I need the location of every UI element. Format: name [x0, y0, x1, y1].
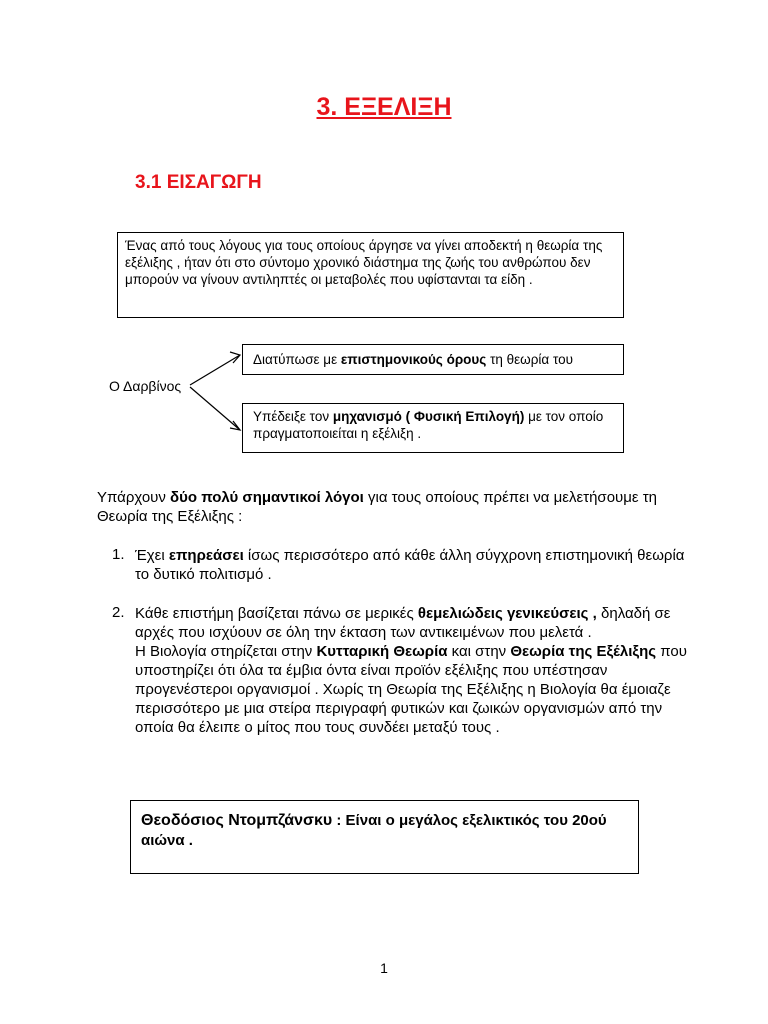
- list-item-number: 2.: [112, 604, 125, 621]
- darwin-label: Ο Δαρβίνος: [109, 378, 182, 394]
- item1-text-c: ίσως περισσότερο από κάθε άλλη σύγχρονη επιστημονική θεωρία το δυτικό πολιτισμό .: [135, 547, 685, 583]
- darwin-box-formulated: [242, 344, 624, 375]
- page-title: 3. ΕΞΕΛΙΞΗ: [316, 93, 452, 121]
- item2-text-a: Κάθε επιστήμη βασίζεται πάνω σε μερικές: [135, 605, 418, 622]
- item1-text-a: Έχει: [135, 547, 169, 564]
- item2-text-bold-cell: Κυτταρική Θεωρία: [316, 643, 448, 660]
- list-item-number: 1.: [112, 546, 125, 563]
- list-item-1-text: [135, 546, 695, 584]
- box2-text-pre: Υπέδειξε τον: [253, 409, 333, 424]
- reasons-text-post: για τους οποίους πρέπει να μελετήσουμε τη Θεωρία της Εξέλιξης :: [97, 489, 658, 525]
- list-item-2-text: [135, 604, 695, 737]
- reasons-paragraph: [97, 488, 657, 526]
- box2-text-bold: μηχανισμό ( Φυσική Επιλογή): [332, 409, 525, 424]
- quote-box: [130, 800, 639, 874]
- reasons-text-bold: δύο πολύ σημαντικοί λόγοι: [170, 489, 364, 506]
- box1-text-post: τη θεωρία του: [486, 352, 573, 367]
- item2-text-h: που υποστηρίζει ότι όλα τα έμβια όντα είναι προϊόν εξέλιξης που υπέστησαν προγενέστεροι οργανισμοί . Χωρίς τη Θεωρία της Εξέλιξης η Βιολογία θα έμοιαζε περισσότερο με μια στείρα περιγραφή φυτικών και ζωικών οργανισμών από την οποία θα έλειπε ο μίτος που τους συνδέει μεταξύ τους .: [135, 643, 687, 736]
- darwin-box-mechanism: [242, 403, 624, 453]
- item1-text-bold: επηρεάσει: [168, 547, 244, 564]
- item2-text-bold-evolution: Θεωρία της Εξέλιξης: [510, 643, 657, 660]
- box1-text-pre: Διατύπωσε με: [253, 352, 341, 367]
- quote-name: Θεοδόσιος Ντομπζάνσκυ: [141, 812, 333, 829]
- box1-text-bold: επιστημονικούς όρους: [340, 352, 487, 367]
- box2-text-post: με τον οποίο πραγματοποιείται η εξέλιξη .: [253, 409, 604, 441]
- reasons-text-pre: Υπάρχουν: [97, 489, 171, 506]
- arrow-up-line: [190, 355, 240, 385]
- item2-text-c: δηλαδή σε αρχές που ισχύουν σε όλη την έκταση των αντικειμένων που μελετά .: [135, 605, 671, 641]
- quote-text: : Είναι ο μεγάλος εξελικτικός του 20ού αιώνα .: [141, 812, 607, 849]
- item2-text-bold: θεμελιώδεις γενικεύσεις ,: [417, 605, 597, 622]
- intro-text: Ένας από τους λόγους για τους οποίους άργησε να γίνει αποδεκτή η θεωρία της εξέλιξης , ήταν ότι στο σύντομο χρονικό διάστημα της ζωής του ανθρώπου δεν μπορούν να γίνουν αντιληπτές οι μεταβολές που υφίστανται τα είδη .: [125, 238, 603, 287]
- item2-text-d: Η Βιολογία στηρίζεται στην: [135, 643, 317, 660]
- page-number: 1: [380, 960, 388, 976]
- item2-text-f: και στην: [447, 643, 511, 660]
- section-title: 3.1 ΕΙΣΑΓΩΓΗ: [135, 172, 262, 193]
- arrow-down-line: [190, 387, 240, 430]
